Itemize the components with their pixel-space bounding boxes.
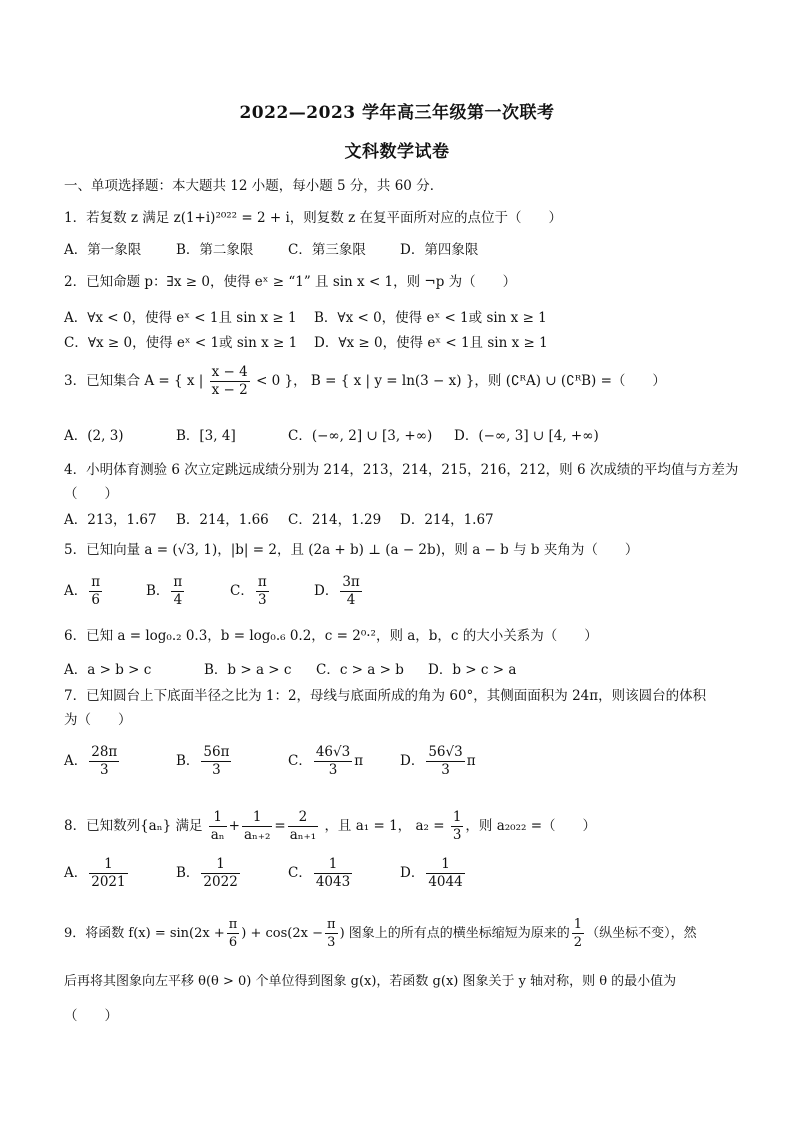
q7-options xyxy=(64,744,744,788)
q8-option-b-label: B． xyxy=(176,865,200,881)
q7-option-c-label: C． xyxy=(288,753,312,769)
q5-option-d-num: 3π xyxy=(342,574,360,590)
q7-option-c-frac xyxy=(314,744,352,779)
q5-option-b-num: π xyxy=(173,574,183,590)
q8-option-d-den: 4044 xyxy=(428,874,463,890)
q6-option-d[interactable]: D．b > c > a xyxy=(428,662,517,678)
q7-stem-line1: 7．已知圆台上下底面半径之比为 1：2，母线与底面所成的角为 60°，其侧面面积为 24π，则该圆台的体积 xyxy=(64,688,707,704)
q5-option-b-frac xyxy=(171,574,184,609)
q5-option-a-frac xyxy=(89,574,102,609)
q1-option-c[interactable]: C．第三象限 xyxy=(288,242,366,258)
q8-frac-3-den: aₙ₊₁ xyxy=(289,827,317,843)
q9-frac-2 xyxy=(325,916,338,951)
q7-option-a-label: A． xyxy=(64,753,88,769)
q2-option-a[interactable]: A．∀x < 0，使得 eˣ < 1且 sin x ≥ 1 xyxy=(64,310,297,326)
q8-option-a[interactable] xyxy=(64,856,130,891)
q5-option-d[interactable] xyxy=(314,574,364,609)
q7-option-a-frac xyxy=(89,744,119,779)
q3-stem-b: < 0 }， B = { x | y = ln(3 − x) }，则 (∁ᴿA) ∪ (∁ᴿB) =（ ） xyxy=(256,373,666,389)
q3-option-b[interactable]: B．[3, 4] xyxy=(176,428,236,444)
q5-option-c-num: π xyxy=(257,574,267,590)
q8-stem xyxy=(64,806,734,846)
q8-option-b-num: 1 xyxy=(201,856,239,874)
q5-option-b-den: 4 xyxy=(173,592,183,608)
q8-frac-4 xyxy=(451,809,464,844)
q9-frac-1-num: π xyxy=(228,917,238,932)
q5-option-b[interactable] xyxy=(146,574,186,609)
exam-title: 2022—2023 学年高三年级第一次联考 xyxy=(239,103,555,123)
q9-stem-mid2: ) 图象上的所有点的横坐标缩短为原来的 xyxy=(339,926,570,941)
q5-stem: 5．已知向量 a = (√3, 1)，|b| = 2，且 (2a + b) ⊥ (a − 2b)，则 a − b 与 b 夹角为（ ） xyxy=(64,542,639,558)
q8-option-a-num: 1 xyxy=(89,856,127,874)
q8-option-a-den: 2021 xyxy=(91,874,126,890)
q6-option-c[interactable]: C．c > a > b xyxy=(316,662,404,678)
q8-frac-2-num: 1 xyxy=(242,809,272,827)
q8-option-b-frac xyxy=(201,856,239,891)
q3-fraction xyxy=(210,364,250,399)
q5-options xyxy=(64,574,744,618)
q8-option-b[interactable] xyxy=(176,856,242,891)
q2-option-b[interactable]: B．∀x < 0，使得 eˣ < 1或 sin x ≥ 1 xyxy=(314,310,547,326)
q7-stem-line2: 为（ ） xyxy=(64,712,132,728)
q8-frac-1 xyxy=(209,809,227,844)
q5-option-c-label: C． xyxy=(230,583,254,599)
q5-option-c-den: 3 xyxy=(257,592,267,608)
q3-frac-num: x − 4 xyxy=(211,364,248,380)
q8-frac-4-den: 3 xyxy=(452,827,462,843)
q4-stem-line1: 4．小明体育测验 6 次立定跳远成绩分别为 214，213，214，215，216，212，则 6 次成绩的平均值与方差为 xyxy=(64,462,739,478)
q9-stem-line2: 后再将其图象向左平移 θ(θ > 0) 个单位得到图象 g(x)，若函数 g(x) 图象关于 y 轴对称，则 θ 的最小值为 xyxy=(64,974,677,989)
q7-option-c[interactable] xyxy=(288,744,363,779)
q5-option-a-label: A． xyxy=(64,583,88,599)
q2-option-d[interactable]: D．∀x ≥ 0，使得 eˣ < 1且 sin x ≥ 1 xyxy=(314,335,548,351)
q2-stem: 2．已知命题 p：∃x ≥ 0，使得 eˣ ≥ “1” 且 sin x < 1，则 ¬p 为（ ） xyxy=(64,274,517,290)
q8-frac-1-den: aₙ xyxy=(210,827,225,843)
q3-frac-den: x − 2 xyxy=(211,382,248,398)
q8-option-c-frac xyxy=(314,856,352,891)
q8-stem-post: ，则 a₂₀₂₂ =（ ） xyxy=(465,818,597,834)
q3-option-d[interactable]: D．(−∞, 3] ∪ [4, +∞) xyxy=(454,428,599,444)
q2-option-c[interactable]: C．∀x ≥ 0，使得 eˣ < 1或 sin x ≥ 1 xyxy=(64,335,298,351)
q8-plus: + xyxy=(228,818,240,834)
q6-option-b[interactable]: B．b > a > c xyxy=(204,662,292,678)
q8-option-d-label: D． xyxy=(400,865,425,881)
q8-frac-2-den: aₙ₊₂ xyxy=(243,827,271,843)
q5-option-c[interactable] xyxy=(230,574,271,609)
q8-option-a-label: A． xyxy=(64,865,88,881)
section-heading: 一、单项选择题：本大题共 12 小题，每小题 5 分，共 60 分． xyxy=(64,178,444,194)
q8-option-d[interactable] xyxy=(400,856,467,891)
q7-option-a-den: 3 xyxy=(99,762,109,778)
q3-stem xyxy=(64,364,734,399)
q9-frac-1 xyxy=(227,916,240,951)
q5-option-a-den: 6 xyxy=(91,592,100,608)
q1-stem: 1．若复数 z 满足 z(1+i)²⁰²² = 2 + i，则复数 z 在复平面所对应的点位于（ ） xyxy=(64,210,562,226)
q7-option-b-den: 3 xyxy=(212,762,221,778)
q8-frac-1-num: 1 xyxy=(209,809,227,827)
q7-option-c-num: 46√3 xyxy=(315,744,351,760)
q8-option-c-num: 1 xyxy=(314,856,352,874)
q1-option-d[interactable]: D．第四象限 xyxy=(400,242,479,258)
q7-option-d-label: D． xyxy=(400,753,425,769)
q8-option-d-frac xyxy=(426,856,464,891)
q9-stem-post: （纵坐标不变），然 xyxy=(586,926,697,941)
q5-option-d-label: D． xyxy=(314,583,339,599)
q4-option-a[interactable]: A．213，1.67 xyxy=(64,512,157,528)
q8-options xyxy=(64,856,744,900)
q8-option-c-den: 4043 xyxy=(315,874,351,890)
q9-frac-2-num: π xyxy=(327,917,336,932)
q4-option-c[interactable]: C．214，1.29 xyxy=(288,512,382,528)
q7-option-d[interactable] xyxy=(400,744,476,779)
q9-frac-3-num: 1 xyxy=(573,917,583,932)
q7-option-b[interactable] xyxy=(176,744,233,779)
q7-option-b-frac xyxy=(201,744,231,779)
q7-option-a-num: 28π xyxy=(91,744,118,760)
q9-stem-line3: （ ） xyxy=(64,1008,118,1024)
q7-option-d-num: 56√3 xyxy=(428,744,463,760)
q5-option-c-frac xyxy=(256,574,269,609)
q8-equals: = xyxy=(274,818,286,834)
q9-frac-3 xyxy=(572,916,584,951)
q7-option-d-den: 3 xyxy=(441,762,450,778)
q7-option-d-tail: π xyxy=(466,753,476,769)
q8-stem-pre: 8．已知数列{aₙ} 满足 xyxy=(64,818,203,834)
q7-option-d-frac xyxy=(426,744,464,779)
q4-option-b[interactable]: B．214，1.66 xyxy=(176,512,269,528)
q1-option-b[interactable]: B．第二象限 xyxy=(176,242,254,258)
q7-option-c-den: 3 xyxy=(328,762,338,778)
q5-option-d-den: 4 xyxy=(346,592,356,608)
q4-stem-line2: （ ） xyxy=(64,486,118,502)
q1-option-a[interactable]: A．第一象限 xyxy=(64,242,142,258)
q8-option-b-den: 2022 xyxy=(203,874,238,890)
q3-option-a[interactable]: A．(2, 3) xyxy=(64,428,124,444)
q9-stem-line1 xyxy=(64,914,734,954)
q7-option-b-label: B． xyxy=(176,753,200,769)
q8-frac-3-num: 2 xyxy=(288,809,318,827)
q7-option-b-num: 56π xyxy=(203,744,230,760)
q5-option-d-frac xyxy=(340,574,361,609)
q7-option-c-tail: π xyxy=(354,753,364,769)
q8-option-c[interactable] xyxy=(288,856,354,891)
q8-stem-mid: ，且 a₁ = 1， a₂ = xyxy=(324,818,445,834)
q9-stem-mid: ) + cos(2x − xyxy=(241,926,324,941)
q8-frac-3 xyxy=(288,809,318,844)
q7-option-a[interactable] xyxy=(64,744,121,779)
exam-subtitle: 文科数学试卷 xyxy=(344,142,450,162)
q6-option-a[interactable]: A．a > b > c xyxy=(64,662,152,678)
q5-option-b-label: B． xyxy=(146,583,170,599)
q8-frac-4-num: 1 xyxy=(452,809,462,825)
q8-frac-2 xyxy=(242,809,272,844)
q9-frac-2-den: 3 xyxy=(327,935,336,950)
q3-stem-a: 3．已知集合 A = { x | xyxy=(64,373,204,389)
q8-option-c-label: C． xyxy=(288,865,312,881)
q5-option-a[interactable] xyxy=(64,574,104,609)
q9-frac-1-den: 6 xyxy=(228,935,238,950)
q8-option-d-num: 1 xyxy=(426,856,464,874)
q8-option-a-frac xyxy=(89,856,127,891)
q3-option-c[interactable]: C．(−∞, 2] ∪ [3, +∞) xyxy=(288,428,433,444)
q6-stem: 6．已知 a = log₀.₂ 0.3，b = log₀.₆ 0.2，c = 2⁰·²，则 a，b，c 的大小关系为（ ） xyxy=(64,628,598,644)
q9-stem-pre: 9．将函数 f(x) = sin(2x + xyxy=(64,926,225,941)
q5-option-a-num: π xyxy=(91,574,101,590)
q4-option-d[interactable]: D．214，1.67 xyxy=(400,512,494,528)
q9-frac-3-den: 2 xyxy=(573,935,583,950)
